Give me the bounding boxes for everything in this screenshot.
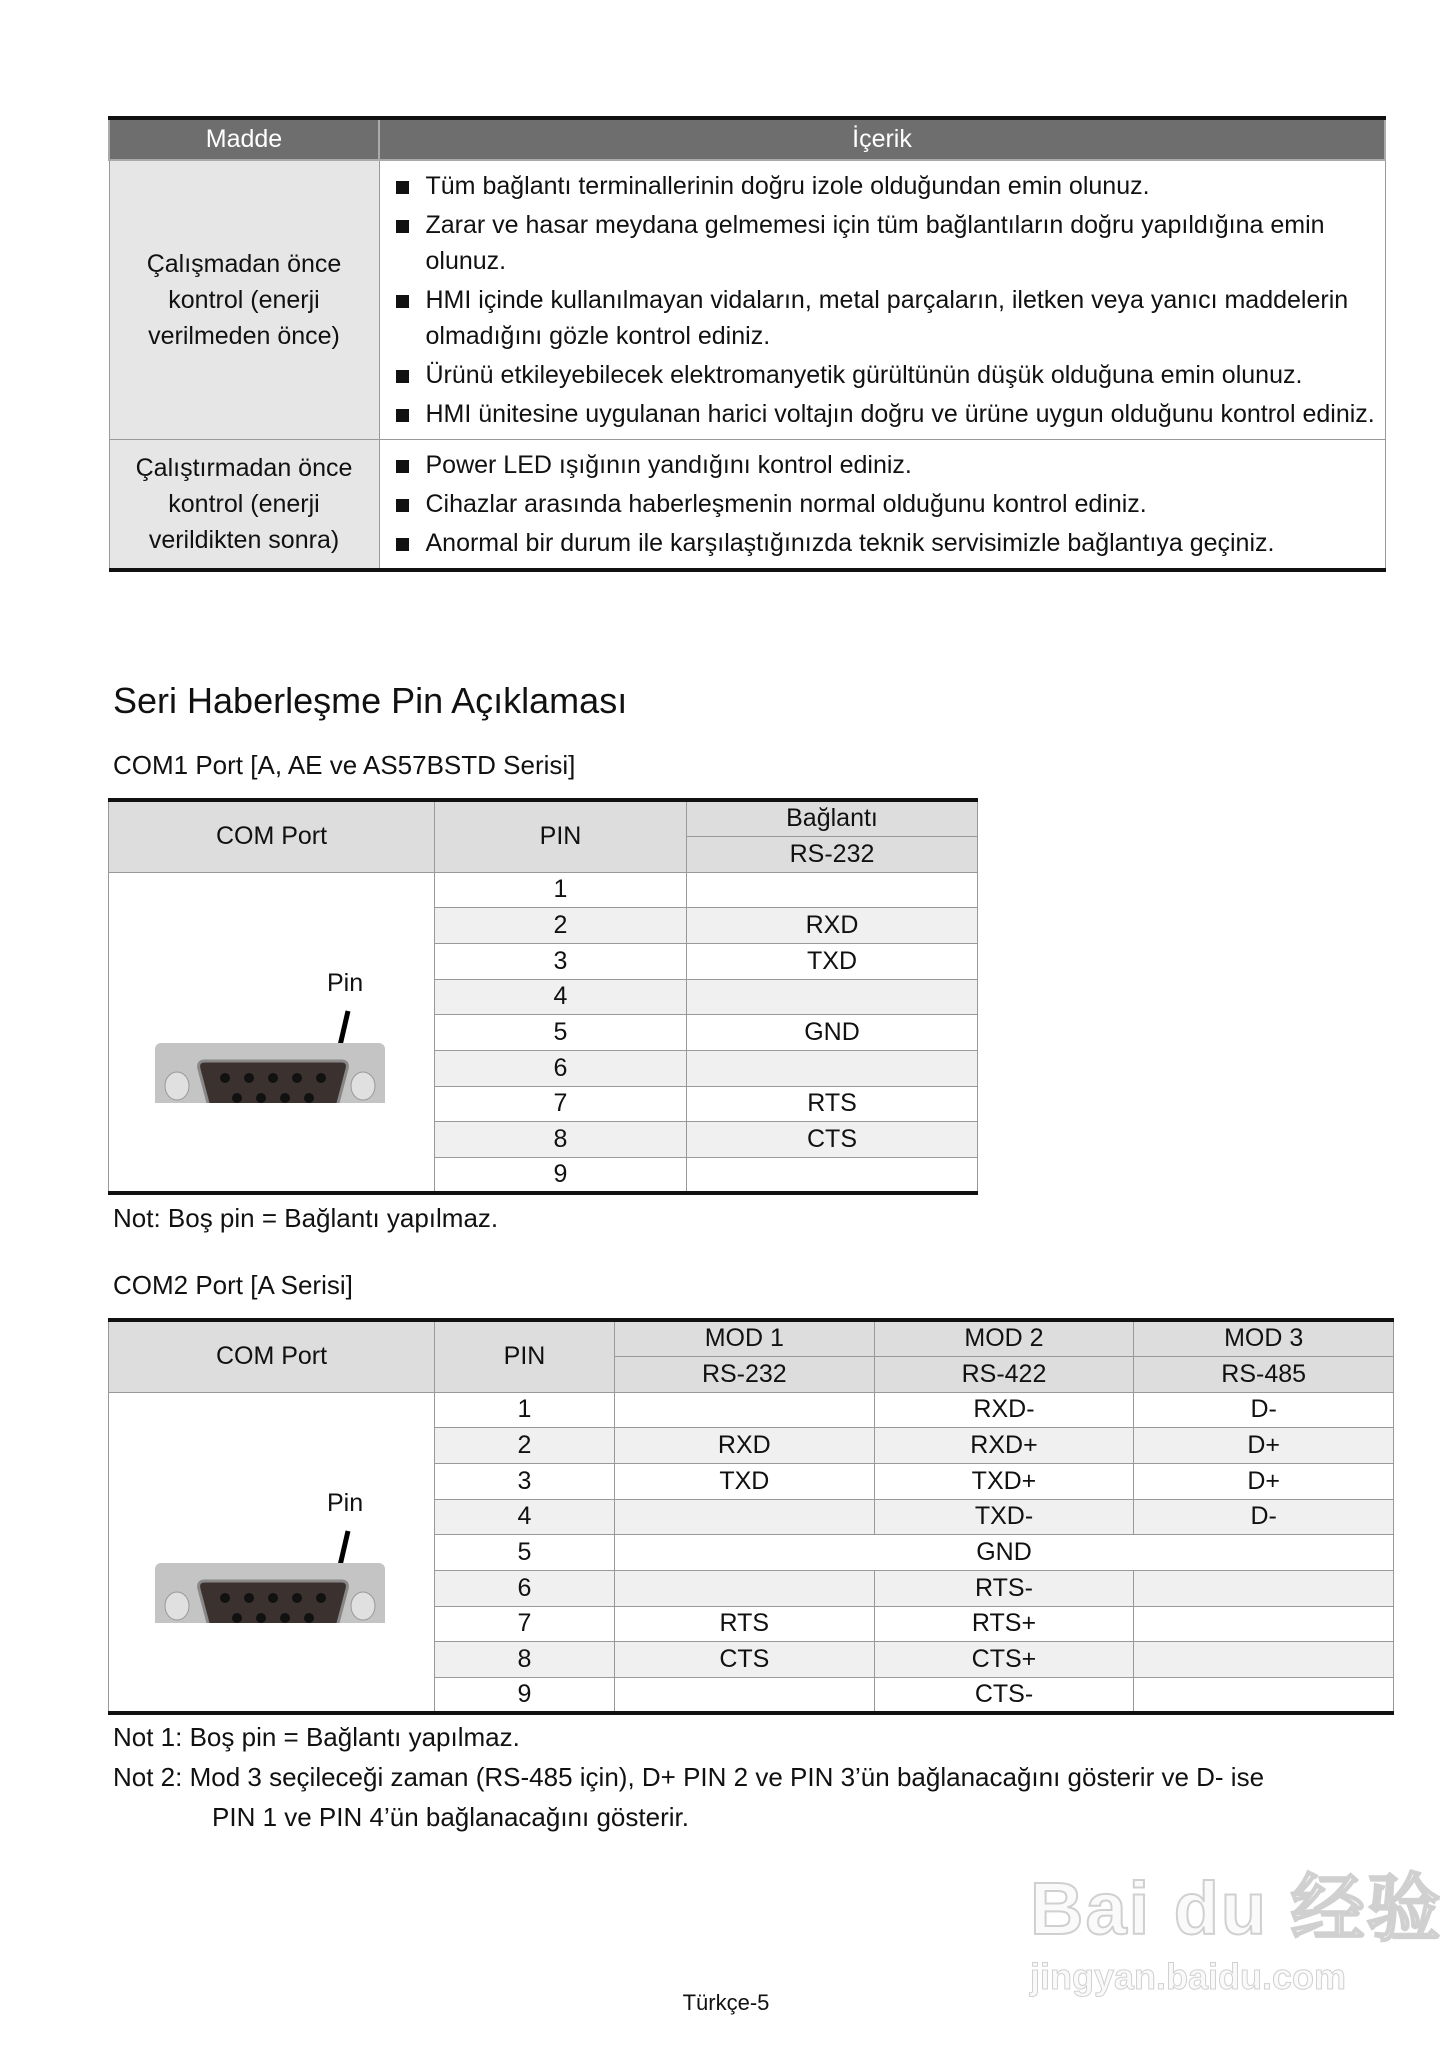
pin-cell: 8: [435, 1122, 687, 1158]
signal-cell: [615, 1570, 875, 1606]
com2-note-2-cont: PIN 1 ve PIN 4’ün bağlanacağını gösterir.: [212, 1802, 689, 1832]
pin-cell: 9: [435, 1678, 615, 1714]
pin-label: Pin: [327, 968, 364, 997]
pin-cell: 2: [435, 1428, 615, 1464]
header-mod1: MOD 1: [615, 1320, 875, 1356]
item-cell: Çalıştırmadan önce kontrol (enerji verildikten sonra): [109, 440, 379, 571]
com2-title: COM2 Port [A Serisi]: [113, 1270, 353, 1300]
db9-connector-icon: [153, 1523, 389, 1623]
signal-cell: D-: [1134, 1392, 1394, 1428]
header-rs232: RS-232: [615, 1356, 875, 1392]
connector-image: [109, 1392, 435, 1713]
header-madde: Madde: [109, 118, 379, 160]
list-item: Zarar ve hasar meydana gelmemesi için tüm bağlantıların doğru yapıldığına emin olunuz.: [388, 207, 1377, 279]
page-footer: Türkçe-5: [682, 1990, 770, 2015]
list-item: HMI ünitesine uygulanan harici voltajın doğru ve ürüne uygun olduğunu kontrol ediniz.: [388, 396, 1377, 432]
signal-cell: TXD: [687, 943, 978, 979]
signal-cell: [687, 872, 978, 908]
com2-table: [108, 1318, 1394, 1715]
signal-cell: D+: [1134, 1428, 1394, 1464]
signal-cell: [615, 1499, 875, 1535]
pin-cell: 3: [435, 943, 687, 979]
pin-cell: 2: [435, 908, 687, 944]
pin-cell: 5: [435, 1535, 615, 1571]
signal-cell: TXD-: [874, 1499, 1134, 1535]
signal-cell: [1134, 1678, 1394, 1714]
signal-cell: RXD+: [874, 1428, 1134, 1464]
com1-title: COM1 Port [A, AE ve AS57BSTD Serisi]: [113, 750, 576, 780]
pin-cell: 6: [435, 1570, 615, 1606]
signal-cell: RXD: [687, 908, 978, 944]
signal-cell: RXD: [615, 1428, 875, 1464]
table-row: [109, 872, 978, 908]
signal-cell: [615, 1678, 875, 1714]
header-com-port: COM Port: [109, 1320, 435, 1392]
list-item: Cihazlar arasında haberleşmenin normal olduğunu kontrol ediniz.: [388, 486, 1377, 522]
signal-cell: D-: [1134, 1499, 1394, 1535]
com2-note-1: Not 1: Boş pin = Bağlantı yapılmaz.: [113, 1722, 520, 1752]
header-rs485: RS-485: [1134, 1356, 1394, 1392]
signal-cell: TXD+: [874, 1463, 1134, 1499]
signal-cell: GND: [615, 1535, 1394, 1571]
signal-cell: CTS: [615, 1642, 875, 1678]
signal-cell: [687, 1158, 978, 1194]
list-item: Anormal bir durum ile karşılaştığınızda teknik servisimizle bağlantıya geçiniz.: [388, 525, 1377, 561]
signal-cell: TXD: [615, 1463, 875, 1499]
header-rs422: RS-422: [874, 1356, 1134, 1392]
header-pin: PIN: [435, 800, 687, 872]
com1-note: Not: Boş pin = Bağlantı yapılmaz.: [113, 1203, 499, 1233]
item-cell: Çalışmadan önce kontrol (enerji verilmeden önce): [109, 160, 379, 440]
signal-cell: D+: [1134, 1463, 1394, 1499]
signal-cell: CTS+: [874, 1642, 1134, 1678]
header-icerik: İçerik: [379, 118, 1385, 160]
list-item: HMI içinde kullanılmayan vidaların, metal parçaların, iletken veya yanıcı maddelerin olmadığını gözle kontrol ediniz.: [388, 282, 1377, 354]
pin-cell: 6: [435, 1050, 687, 1086]
pin-label: Pin: [327, 1488, 364, 1517]
signal-cell: CTS: [687, 1122, 978, 1158]
pin-cell: 3: [435, 1463, 615, 1499]
signal-cell: RTS+: [874, 1606, 1134, 1642]
list-item: Power LED ışığının yandığını kontrol ediniz.: [388, 447, 1377, 483]
signal-cell: RXD-: [874, 1392, 1134, 1428]
com2-note-2: Not 2: Mod 3 seçileceği zaman (RS-485 için), D+ PIN 2 ve PIN 3’ün bağlanacağını gösterir ve D- ise: [113, 1762, 1265, 1792]
pin-cell: 7: [435, 1606, 615, 1642]
checklist-table: [108, 116, 1386, 572]
com1-table: [108, 798, 978, 1195]
db9-connector-icon: [153, 1003, 389, 1103]
signal-cell: [687, 979, 978, 1015]
pin-cell: 8: [435, 1642, 615, 1678]
pin-cell: 7: [435, 1086, 687, 1122]
pin-cell: 1: [435, 872, 687, 908]
baidu-watermark: Bai du 经验 jingyan.baidu.com: [1030, 1867, 1443, 1997]
pin-cell: 4: [435, 1499, 615, 1535]
signal-cell: CTS-: [874, 1678, 1134, 1714]
pin-cell: 9: [435, 1158, 687, 1194]
section-title: Seri Haberleşme Pin Açıklaması: [113, 680, 628, 721]
header-rs232: RS-232: [687, 836, 978, 872]
signal-cell: [615, 1392, 875, 1428]
header-mod2: MOD 2: [874, 1320, 1134, 1356]
table-row: [109, 1392, 1394, 1428]
connector-image: [109, 872, 435, 1193]
pin-cell: 1: [435, 1392, 615, 1428]
signal-cell: [687, 1050, 978, 1086]
header-pin: PIN: [435, 1320, 615, 1392]
signal-cell: [1134, 1570, 1394, 1606]
header-mod3: MOD 3: [1134, 1320, 1394, 1356]
pin-cell: 4: [435, 979, 687, 1015]
signal-cell: GND: [687, 1015, 978, 1051]
signal-cell: RTS-: [874, 1570, 1134, 1606]
signal-cell: [1134, 1642, 1394, 1678]
signal-cell: RTS: [615, 1606, 875, 1642]
signal-cell: [1134, 1606, 1394, 1642]
signal-cell: RTS: [687, 1086, 978, 1122]
list-item: Ürünü etkileyebilecek elektromanyetik gürültünün düşük olduğuna emin olunuz.: [388, 357, 1377, 393]
header-com-port: COM Port: [109, 800, 435, 872]
list-item: Tüm bağlantı terminallerinin doğru izole olduğundan emin olunuz.: [388, 168, 1377, 204]
header-connection: Bağlantı: [687, 800, 978, 836]
pin-cell: 5: [435, 1015, 687, 1051]
